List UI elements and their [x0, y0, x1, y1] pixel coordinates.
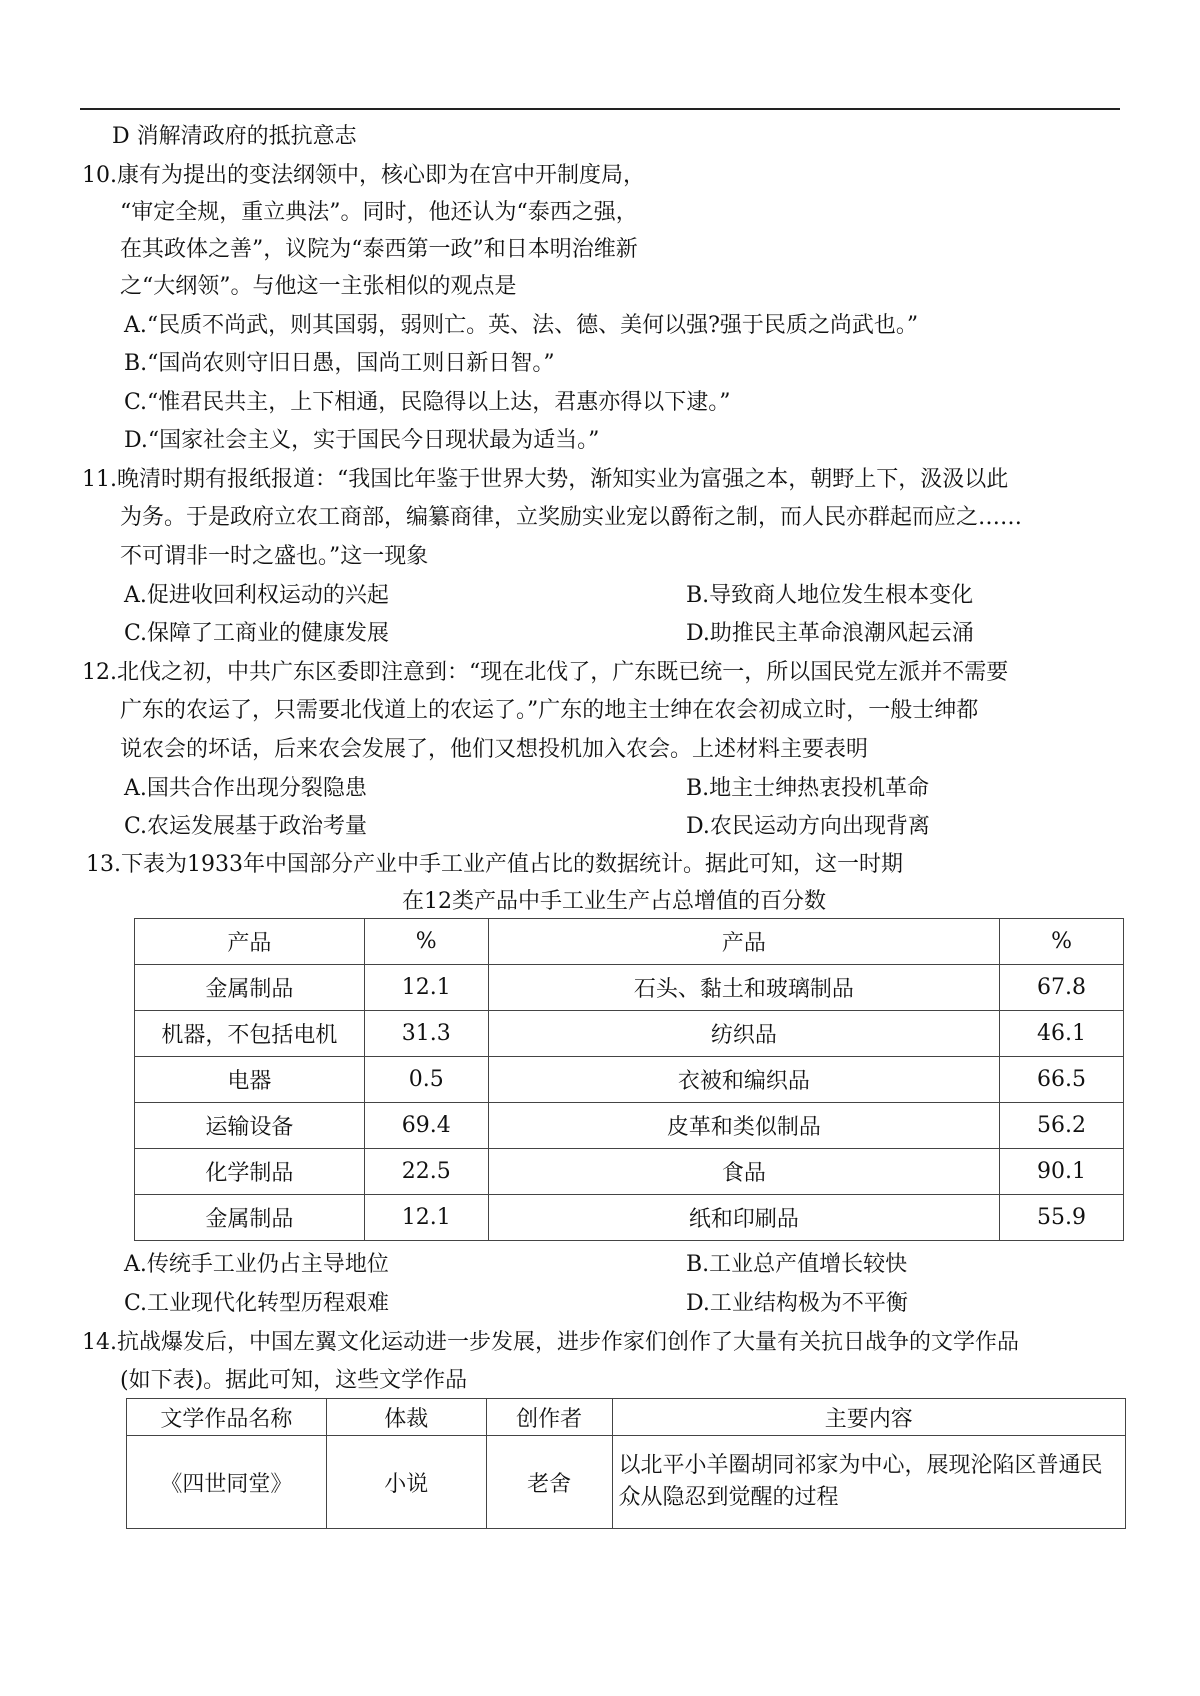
header-rule: [80, 108, 1120, 110]
table-cell: 12.1: [364, 965, 488, 1011]
table-cell: 老舍: [486, 1436, 612, 1529]
table-cell: 69.4: [364, 1103, 488, 1149]
table-header-cell: %: [364, 919, 488, 965]
q10-stem-line-3: 在其政体之善”，议院为“泰西第一政”和日本明治维新: [120, 237, 638, 262]
q14-stem-line-2: (如下表)。据此可知，这些文学作品: [120, 1368, 468, 1393]
table-cell: 化学制品: [135, 1149, 365, 1195]
q12-option-c: C.农运发展基于政治考量: [124, 814, 368, 839]
q13-stem: 13.下表为1933年中国部分产业中手工业产值占比的数据统计。据此可知，这一时期: [86, 852, 903, 877]
table-cell: 纺织品: [488, 1011, 999, 1057]
table-header-cell: 产品: [135, 919, 365, 965]
q11-option-c: C.保障了工商业的健康发展: [124, 621, 390, 646]
table-header-row: [135, 919, 1124, 965]
q11-stem-line-1: 11.晚清时期有报纸报道：“我国比年鉴于世界大势，渐知实业为富强之本，朝野上下，汲汲以此: [82, 467, 1009, 492]
q11-stem-line-3: 不可谓非一时之盛也。”这一现象: [120, 544, 429, 569]
table-cell: 衣被和编织品: [488, 1057, 999, 1103]
table-cell: 67.8: [1000, 965, 1124, 1011]
q10-stem-line-4: 之“大纲领”。与他这一主张相似的观点是: [120, 274, 517, 299]
q10-option-b: B.“国尚农则守旧日愚，国尚工则日新日智。”: [124, 351, 555, 376]
table-header-cell: %: [1000, 919, 1124, 965]
table-row: [135, 1149, 1124, 1195]
q12-option-a: A.国共合作出现分裂隐患: [124, 776, 367, 801]
table-header-cell: 体裁: [326, 1399, 486, 1436]
table-cell: 12.1: [364, 1195, 488, 1241]
table-row: [135, 1195, 1124, 1241]
table-row: [135, 965, 1124, 1011]
table-cell: 56.2: [1000, 1103, 1124, 1149]
table-row: [135, 1011, 1124, 1057]
q11-option-d: D.助推民主革命浪潮风起云涌: [686, 621, 974, 646]
q11-option-a: A.促进收回利权运动的兴起: [124, 583, 389, 608]
table-cell: 0.5: [364, 1057, 488, 1103]
table-header-cell: 文学作品名称: [127, 1399, 327, 1436]
table-cell: 电器: [135, 1057, 365, 1103]
q13-table: [134, 918, 1124, 1241]
table-row: [135, 1057, 1124, 1103]
q14-table: [126, 1398, 1126, 1529]
q12-option-b: B.地主士绅热衷投机革命: [686, 776, 930, 801]
table-cell: 《四世同堂》: [127, 1436, 327, 1529]
table-cell: 食品: [488, 1149, 999, 1195]
prev-option-d: D 消解清政府的抵抗意志: [112, 124, 357, 149]
table-cell: 纸和印刷品: [488, 1195, 999, 1241]
q13-option-a: A.传统手工业仍占主导地位: [124, 1252, 389, 1277]
q13-option-b: B.工业总产值增长较快: [686, 1252, 908, 1277]
q13-option-d: D.工业结构极为不平衡: [686, 1291, 908, 1316]
q10-stem-line-2: “审定全规，重立典法”。同时，他还认为“泰西之强，: [120, 200, 638, 225]
q12-option-d: D.农民运动方向出现背离: [686, 814, 930, 839]
q12-stem-line-1: 12.北伐之初，中共广东区委即注意到：“现在北伐了，广东既已统一，所以国民党左派并不需要: [82, 660, 1009, 685]
table-header-row: [127, 1399, 1126, 1436]
table-row: [135, 1103, 1124, 1149]
table-cell: 机器，不包括电机: [135, 1011, 365, 1057]
q10-option-d: D.“国家社会主义，实于国民今日现状最为适当。”: [124, 428, 600, 453]
table-cell: 31.3: [364, 1011, 488, 1057]
table-cell: 小说: [326, 1436, 486, 1529]
q12-stem-line-2: 广东的农运了，只需要北伐道上的农运了。”广东的地主士绅在农会初成立时，一般士绅都: [120, 698, 979, 723]
table-header-cell: 主要内容: [612, 1399, 1125, 1436]
table-header-cell: 创作者: [486, 1399, 612, 1436]
table-cell: 金属制品: [135, 965, 365, 1011]
table-cell: 金属制品: [135, 1195, 365, 1241]
table-cell: 石头、黏土和玻璃制品: [488, 965, 999, 1011]
table-cell: 运输设备: [135, 1103, 365, 1149]
table-header-cell: 产品: [488, 919, 999, 965]
q14-stem-line-1: 14.抗战爆发后，中国左翼文化运动进一步发展，进步作家们创作了大量有关抗日战争的文学作品: [82, 1330, 1019, 1355]
table-cell: 46.1: [1000, 1011, 1124, 1057]
table-row: [127, 1436, 1126, 1529]
q10-option-a: A.“民质不尚武，则其国弱，弱则亡。英、法、德、美何以强?强于民质之尚武也。”: [124, 313, 919, 338]
table-cell: 55.9: [1000, 1195, 1124, 1241]
q11-stem-line-2: 为务。于是政府立农工商部，编纂商律，立奖励实业宠以爵衔之制，而人民亦群起而应之……: [120, 505, 1023, 530]
table-cell: 皮革和类似制品: [488, 1103, 999, 1149]
table-cell: 66.5: [1000, 1057, 1124, 1103]
q12-stem-line-3: 说农会的坏话，后来农会发展了，他们又想投机加入农会。上述材料主要表明: [120, 737, 869, 762]
q10-stem-line-1: 10.康有为提出的变法纲领中，核心即为在宫中开制度局，: [82, 163, 645, 188]
q13-option-c: C.工业现代化转型历程艰难: [124, 1291, 390, 1316]
table-cell: 以北平小羊圈胡同祁家为中心，展现沦陷区普通民众从隐忍到觉醒的过程: [612, 1436, 1125, 1529]
table-cell: 90.1: [1000, 1149, 1124, 1195]
table-cell: 22.5: [364, 1149, 488, 1195]
q13-table-caption: 在12类产品中手工业生产占总增值的百分数: [402, 889, 826, 914]
q11-option-b: B.导致商人地位发生根本变化: [686, 583, 974, 608]
q10-option-c: C.“惟君民共主，上下相通，民隐得以上达，君惠亦得以下逮。”: [124, 390, 731, 415]
